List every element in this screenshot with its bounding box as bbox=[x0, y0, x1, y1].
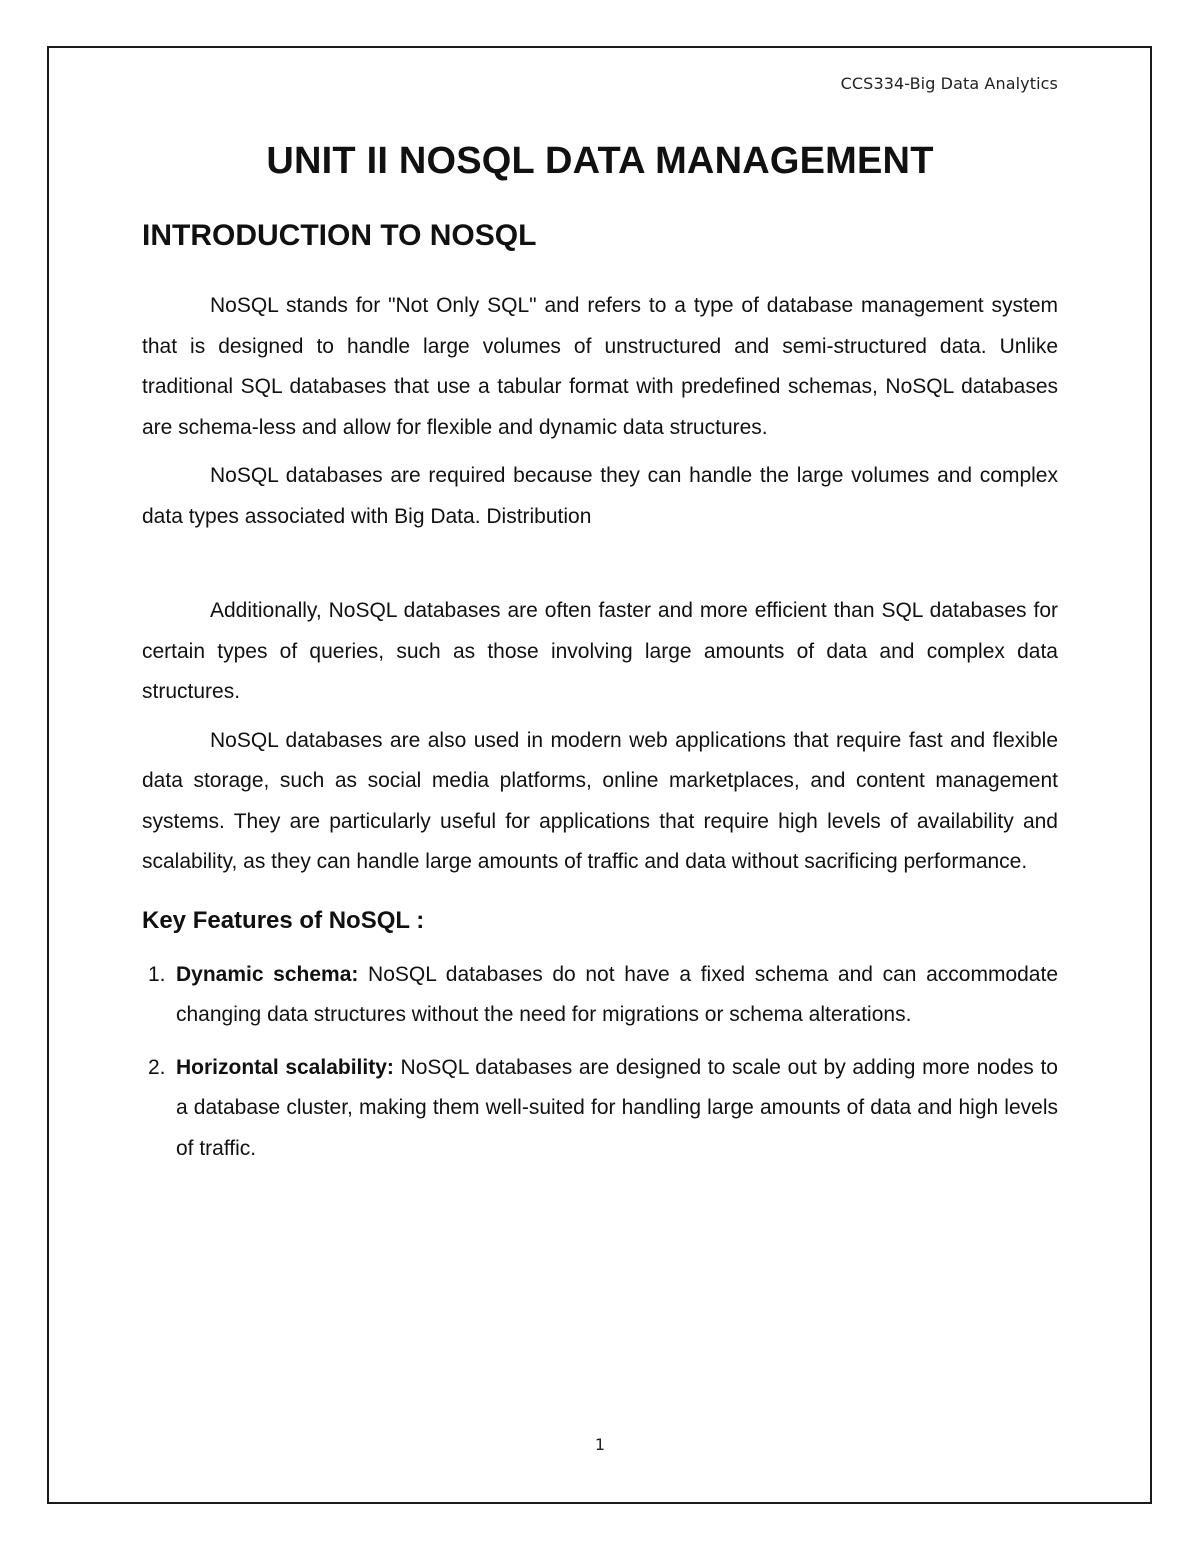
paragraph-requirement: NoSQL databases are required because they can handle the large volumes and complex data types associated with Big Data. Distribution bbox=[142, 464, 1058, 528]
feature-description: NoSQL databases are designed to scale out by adding more nodes to a database cluster, making them well-suited for handling large amounts of data and high levels of traffic. bbox=[176, 1055, 1058, 1160]
page-number: 1 bbox=[594, 1435, 606, 1454]
running-header: CCS334-Big Data Analytics bbox=[840, 74, 1058, 93]
features-list bbox=[142, 955, 1058, 1170]
list-item bbox=[142, 955, 1058, 1036]
feature-description: NoSQL databases do not have a fixed schema and can accommodate changing data structures without the need for migrations or schema alterations. bbox=[176, 962, 1058, 1026]
list-item-number: 1. bbox=[148, 962, 166, 986]
document-body bbox=[142, 216, 1058, 1181]
unit-title: UNIT II NOSQL DATA MANAGEMENT bbox=[266, 140, 934, 182]
paragraph-gap bbox=[142, 545, 1058, 591]
feature-term: Horizontal scalability: bbox=[176, 1055, 394, 1079]
paragraph-definition: NoSQL stands for "Not Only SQL" and refers to a type of database management system that is designed to handle large volumes of unstructured and semi-structured data. Unlike traditional SQL databases that use a tabular format with predefined schemas, NoSQL databases are schema-less and allow for flexible and dynamic data structures. bbox=[142, 294, 1058, 439]
paragraph-efficiency: Additionally, NoSQL databases are often faster and more efficient than SQL databases for certain types of queries, such as those involving large amounts of data and complex data structures. bbox=[142, 599, 1058, 703]
list-item-number: 2. bbox=[148, 1055, 166, 1079]
section-heading: INTRODUCTION TO NOSQL bbox=[142, 219, 537, 252]
list-item bbox=[142, 1048, 1058, 1170]
paragraph-web-applications: NoSQL databases are also used in modern web applications that require fast and flexible data storage, such as social media platforms, online marketplaces, and content management systems. They are particularly useful for applications that require high levels of availability and scalability, as they can handle large amounts of traffic and data without sacrificing performance. bbox=[142, 728, 1058, 873]
feature-term: Dynamic schema: bbox=[176, 962, 359, 986]
features-heading: Key Features of NoSQL : bbox=[142, 906, 425, 934]
